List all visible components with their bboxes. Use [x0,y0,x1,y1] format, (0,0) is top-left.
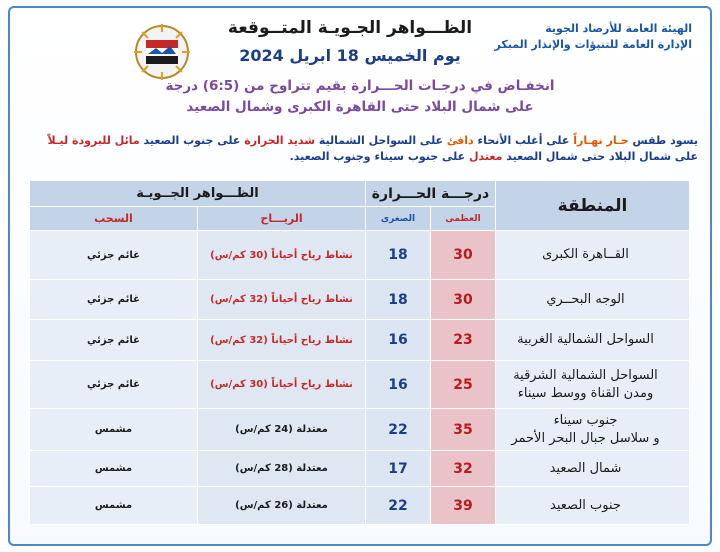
region-cell [496,280,690,320]
table-row [30,409,690,451]
cloud-cell: مشمس [30,409,198,451]
max-temp-header: العظمى [431,207,496,231]
weather-summary [38,133,698,165]
max-temp-cell: 35 [431,409,496,451]
summary-warm: دافئ [446,134,474,147]
table-row [30,451,690,487]
region-name: جنوب سيناء [553,412,618,428]
cloud-cell: غائم جزئي [30,280,198,320]
page-title: الظـــواهر الجـويـة المتــوقعة [227,18,473,38]
max-temp-cell: 32 [431,451,496,487]
min-temp-cell: 18 [366,231,431,280]
wind-cell: معتدلة (26 كم/س) [198,487,366,525]
region-cell [496,409,690,451]
summary-text: يسود طقس [628,134,698,147]
min-temp-cell: 22 [366,487,431,525]
headline: انخفـاض في درجـات الحـــرارة بقيم تتراوح من (6:5) درجة [165,78,555,94]
winds-header: الريـــاح [198,207,366,231]
cloud-cell: مشمس [30,451,198,487]
cloud-cell: مشمس [30,487,198,525]
forecast-date: يوم الخميس 18 ابريل 2024 [239,46,461,65]
cloud-cell: غائم جزئي [30,361,198,409]
min-temp-cell: 22 [366,409,431,451]
min-temp-cell: 16 [366,320,431,361]
summary-text: على جنوب الصعيد [139,134,245,147]
cloud-cell: غائم جزئي [30,320,198,361]
region-cell [496,487,690,525]
phenomena-column-header: الظـــواهر الجــويـة [30,181,366,207]
table-row [30,487,690,525]
max-temp-cell: 30 [431,280,496,320]
summary-cool: مائل للبرودة ليـلاً [47,134,140,147]
ema-logo-icon [132,22,192,82]
summary-text: على السواحل الشمالية [315,134,447,147]
region-cell [496,231,690,280]
region-cell [496,320,690,361]
min-temp-header: الصغرى [366,207,431,231]
region-name: السواحل الشمالية الغربية [517,332,654,347]
region-name-line2: ومدن القناة ووسط سيناء [517,385,654,401]
clouds-header: السحب [30,207,198,231]
max-temp-cell: 23 [431,320,496,361]
wind-cell: معتدلة (24 كم/س) [198,409,366,451]
wind-cell: نشاط رياح أحياناً (30 كم/س) [198,361,366,409]
summary-hot: حـار نهـاراً [573,134,629,147]
wind-cell: نشاط رياح أحياناً (32 كم/س) [198,320,366,361]
region-name: جنوب الصعيد [550,497,621,513]
max-temp-cell: 30 [431,231,496,280]
min-temp-cell: 17 [366,451,431,487]
table-row [30,320,690,361]
summary-text: على أغلب الأنحاء [473,134,574,147]
summary-text: على جنوب سيناء وجنوب الصعيد. [289,150,469,163]
summary-very-hot: شديد الحرارة [244,134,316,147]
summary-moderate: معتدل [469,150,503,163]
org-name: الهيئة العامة للأرصاد الجوية [545,22,692,35]
region-name: القــاهرة الكبرى [542,247,629,262]
region-name: شمال الصعيد [549,460,622,476]
temperature-column-header: درجـــة الحـــرارة [366,181,496,207]
min-temp-cell: 16 [366,361,431,409]
table-row [30,280,690,320]
cloud-cell: غائم جزئي [30,231,198,280]
header [10,8,710,115]
table-row [30,231,690,280]
region-cell [496,361,690,409]
min-temp-cell: 18 [366,280,431,320]
headline-subline: على شمال البلاد حتى القاهرة الكبرى وشمال الصعيد [186,99,534,115]
region-name: الوجه البحــري [546,291,625,307]
max-temp-cell: 25 [431,361,496,409]
wind-cell: معتدلة (28 كم/س) [198,451,366,487]
wind-cell: نشاط رياح أحياناً (30 كم/س) [198,231,366,280]
max-temp-cell: 39 [431,487,496,525]
region-cell [496,451,690,487]
org-department: الإدارة العامة للتنبؤات والإنذار المبكر [494,38,692,51]
region-name: السواحل الشمالية الشرقية [513,367,658,383]
summary-text: على شمال البلاد حتى شمال الصعيد [502,150,698,163]
table-row [30,361,690,409]
forecast-table [29,180,690,525]
wind-cell: نشاط رياح أحياناً (32 كم/س) [198,280,366,320]
region-column-header: المنطقة [496,181,690,231]
region-name-line2: و سلاسل جبال البحر الأحمر [511,430,660,446]
